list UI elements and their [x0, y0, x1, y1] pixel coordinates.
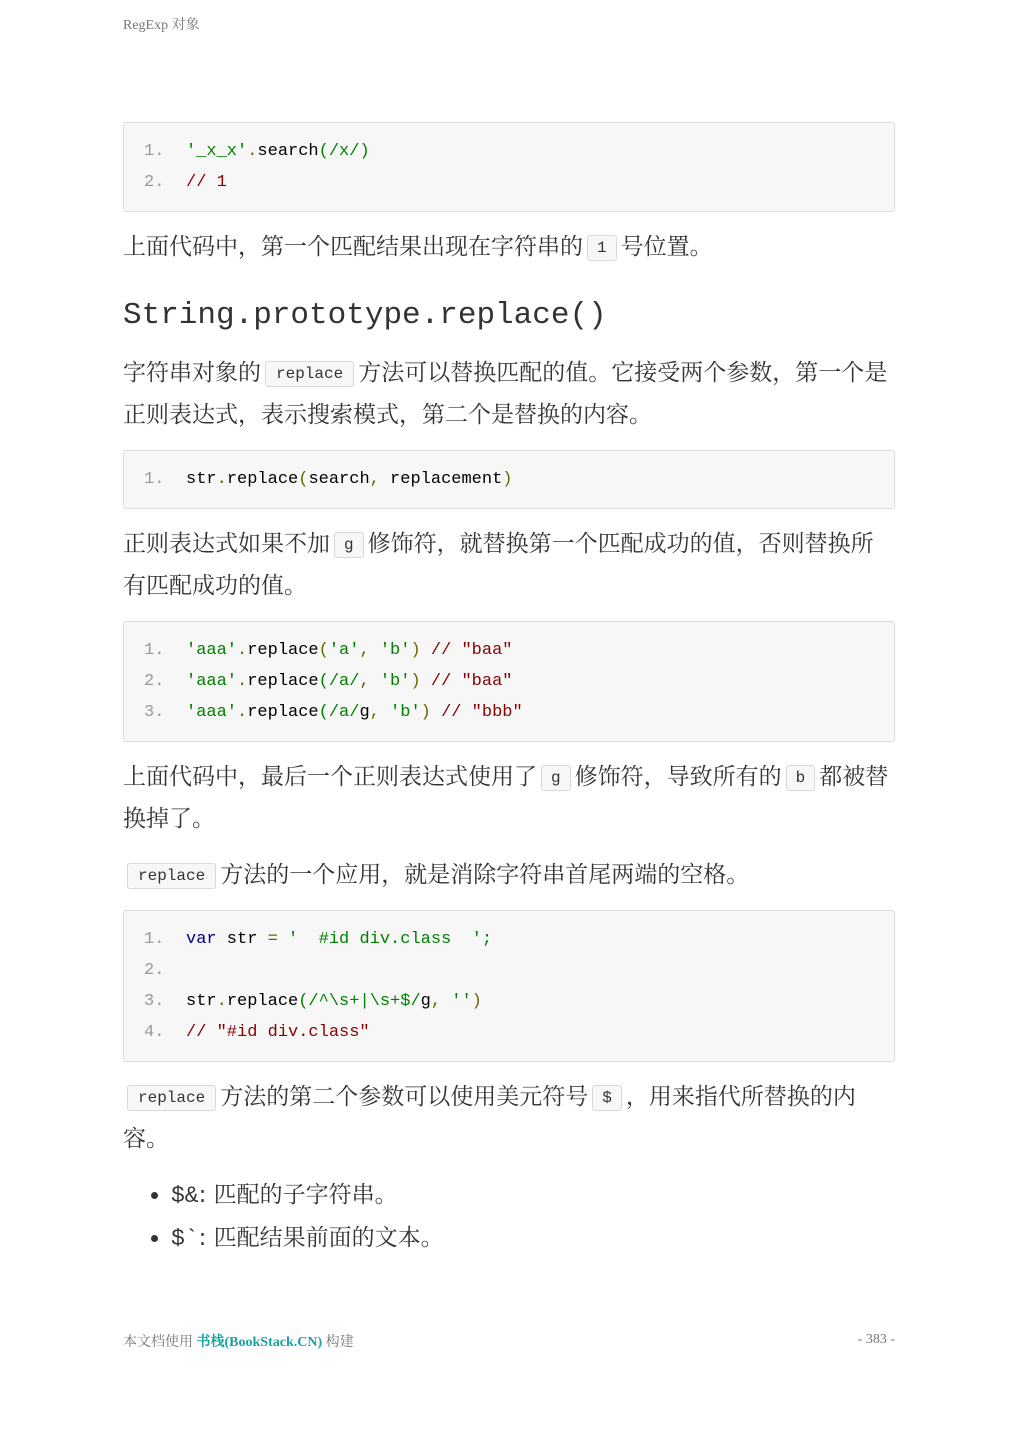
- line-number: 1.: [144, 142, 165, 161]
- code-line: [144, 167, 874, 198]
- code-token: .: [216, 470, 227, 489]
- code-comment: // 1: [186, 173, 227, 192]
- list-item: [171, 1217, 895, 1260]
- inline-code: replace: [127, 863, 216, 889]
- inline-code: replace: [127, 1085, 216, 1111]
- text: 都被替换掉了。: [123, 764, 889, 832]
- code-token: ,: [359, 641, 370, 660]
- page-number: - 383 -: [857, 1332, 895, 1347]
- line-number: 2.: [144, 961, 165, 980]
- line-number: 1.: [144, 470, 165, 489]
- code-line: [144, 136, 874, 167]
- code-token: .: [247, 142, 258, 161]
- code-comment: // "bbb": [430, 703, 523, 722]
- code-token: (/a/: [318, 672, 360, 691]
- code-line: [144, 1017, 874, 1048]
- paragraph: [123, 352, 895, 436]
- code-token: ): [410, 672, 421, 691]
- line-number: 3.: [144, 992, 165, 1011]
- code-token: (/^\s+|\s+$/: [298, 992, 421, 1011]
- code-token: ' #id div.class ';: [277, 930, 493, 949]
- code-keyword: var: [186, 930, 217, 949]
- footer-credit: [123, 1331, 354, 1351]
- code-token: replace: [247, 703, 319, 722]
- code-token: ): [502, 470, 513, 489]
- dollar-symbol: $&: [171, 1183, 199, 1209]
- code-token: 'aaa': [186, 641, 238, 660]
- page-content: [123, 122, 895, 1260]
- code-token: replace: [226, 470, 299, 489]
- dollar-symbol: $`: [171, 1226, 199, 1252]
- code-comment: // "baa": [420, 672, 513, 691]
- inline-code: g: [541, 765, 571, 791]
- paragraph: [123, 523, 895, 607]
- code-block-replace-examples: [123, 621, 895, 742]
- code-token: replace: [247, 672, 319, 691]
- code-token: ,: [369, 470, 380, 489]
- code-token: .: [237, 672, 248, 691]
- code-token: replacement: [379, 470, 503, 489]
- code-block-trim: [123, 910, 895, 1062]
- text: : 匹配的子字符串。: [198, 1182, 398, 1208]
- code-token: 'a': [328, 641, 360, 660]
- code-block-signature: [123, 450, 895, 509]
- text: : 匹配结果前面的文本。: [198, 1225, 444, 1251]
- code-token: 'aaa': [186, 703, 238, 722]
- text: 上面代码中，最后一个正则表达式使用了: [123, 764, 537, 790]
- code-token: =: [267, 930, 278, 949]
- line-number: 2.: [144, 173, 165, 192]
- bookstack-link[interactable]: 书栈(BookStack.CN): [196, 1335, 323, 1350]
- code-line: [144, 666, 874, 697]
- code-token: g: [420, 992, 431, 1011]
- section-heading: String.prototype.replace(): [123, 298, 607, 333]
- code-token: (/x/): [318, 142, 370, 161]
- code-token: str: [216, 930, 268, 949]
- running-header: RegExp 对象: [123, 18, 200, 33]
- text: 号位置。: [620, 234, 713, 260]
- text: 方法的第二个参数可以使用美元符号: [220, 1084, 589, 1110]
- inline-code: replace: [265, 361, 354, 387]
- code-token: (/a/: [318, 703, 360, 722]
- text: 方法的一个应用，就是消除字符串首尾两端的空格。: [220, 862, 750, 888]
- code-comment: // "baa": [420, 641, 513, 660]
- code-token: '_x_x': [186, 142, 248, 161]
- text: ，用来指代所替换的内容。: [123, 1084, 856, 1152]
- code-token: (: [298, 470, 309, 489]
- code-line: [144, 464, 874, 495]
- inline-code: $: [592, 1085, 622, 1111]
- paragraph: [123, 854, 895, 896]
- code-line: [144, 924, 874, 955]
- text: 字符串对象的: [123, 360, 261, 386]
- code-token: ,: [359, 672, 370, 691]
- text: 上面代码中，第一个匹配结果出现在字符串的: [123, 234, 583, 260]
- code-token: ): [420, 703, 431, 722]
- code-token: 'aaa': [186, 672, 238, 691]
- code-token: .: [216, 992, 227, 1011]
- code-token: str: [186, 470, 217, 489]
- code-line: [144, 986, 874, 1017]
- code-token: str: [186, 992, 217, 1011]
- text: 修饰符，就替换第一个匹配成功的值，否则替换所有匹配成功的值。: [123, 531, 874, 599]
- code-token: 'b': [379, 703, 421, 722]
- code-token: 'b': [369, 641, 411, 660]
- line-number: 1.: [144, 930, 165, 949]
- bullet-list: [123, 1174, 895, 1260]
- code-token: .: [237, 703, 248, 722]
- code-token: '': [441, 992, 472, 1011]
- code-token: search: [257, 142, 319, 161]
- paragraph: [123, 756, 895, 840]
- code-block-search: [123, 122, 895, 212]
- text: 构建: [322, 1335, 354, 1350]
- text: 本文档使用: [123, 1335, 197, 1350]
- inline-code: 1: [587, 235, 617, 261]
- code-token: search: [308, 470, 370, 489]
- inline-code: g: [334, 532, 364, 558]
- code-token: .: [237, 641, 248, 660]
- code-token: g: [359, 703, 370, 722]
- code-line: [144, 955, 874, 986]
- code-token: ,: [369, 703, 380, 722]
- line-number: 4.: [144, 1023, 165, 1042]
- code-token: (: [318, 641, 329, 660]
- code-token: ): [410, 641, 421, 660]
- text: 正则表达式如果不加: [123, 531, 330, 557]
- code-comment: // "#id div.class": [186, 1023, 370, 1042]
- text: 修饰符，导致所有的: [574, 764, 782, 790]
- paragraph: [123, 226, 895, 268]
- code-token: ,: [430, 992, 442, 1011]
- line-number: 2.: [144, 672, 165, 691]
- code-token: replace: [247, 641, 319, 660]
- code-line: [144, 697, 874, 728]
- code-token: 'b': [369, 672, 411, 691]
- line-number: 3.: [144, 703, 165, 722]
- code-token: ): [471, 992, 482, 1011]
- list-item: [171, 1174, 895, 1217]
- text: 方法可以替换匹配的值。它接受两个参数，第一个是正则表达式，表示搜索模式，第二个是替换的内容。: [123, 360, 888, 428]
- paragraph: [123, 1076, 895, 1160]
- line-number: 1.: [144, 641, 165, 660]
- code-token: replace: [226, 992, 299, 1011]
- inline-code: b: [786, 765, 816, 791]
- code-line: [144, 635, 874, 666]
